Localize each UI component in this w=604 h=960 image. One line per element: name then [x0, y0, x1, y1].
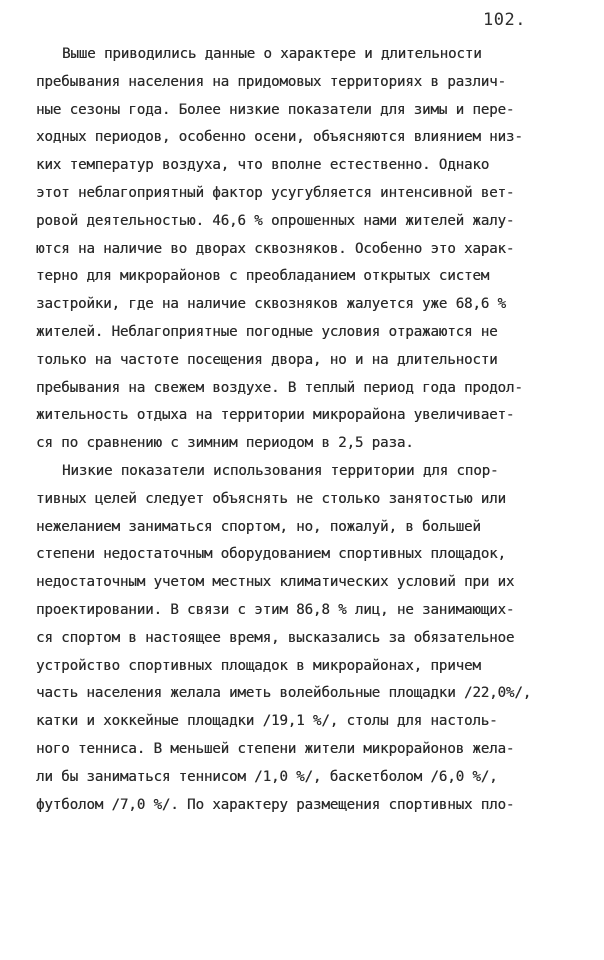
- text-line: ходных периодов, особенно осени, объясняются влиянием низ-: [36, 129, 523, 146]
- text-line: ли бы заниматься теннисом /1,0 %/, баскетболом /6,0 %/,: [36, 768, 498, 785]
- text-line: ются на наличие во дворах сквозняков. Особенно это харак-: [36, 240, 515, 257]
- paragraph-2: [36, 458, 582, 819]
- text-line: ные сезоны года. Более низкие показатели для зимы и пере-: [36, 101, 515, 118]
- text-line: только на частоте посещения двора, но и на длительности: [36, 351, 498, 368]
- text-line: жителей. Неблагоприятные погодные условия отражаются не: [36, 323, 498, 340]
- text-line: недостаточным учетом местных климатических условий при их: [36, 574, 515, 591]
- text-line: проектировании. В связи с этим 86,8 % лиц, не занимающих-: [36, 601, 515, 618]
- text-line: катки и хоккейные площадки /19,1 %/, столы для настоль-: [36, 713, 498, 730]
- text-line: Низкие показатели использования территории для спор-: [62, 463, 499, 479]
- text-line: ного тенниса. В меньшей степени жители микрорайонов жела-: [36, 740, 515, 757]
- text-line: часть населения желала иметь волейбольные площадки /22,0%/,: [36, 685, 532, 702]
- text-line: ся по сравнению с зимним периодом в 2,5 раза.: [36, 435, 414, 452]
- text-line: Выше приводились данные о характере и длительности: [62, 46, 482, 62]
- text-line: пребывания на свежем воздухе. В теплый период года продол-: [36, 379, 523, 396]
- page-number: 102.: [483, 10, 526, 30]
- text-line: степени недостаточным оборудованием спортивных площадок,: [36, 546, 506, 563]
- text-line: ких температур воздуха, что вполне естественно. Однако: [36, 157, 490, 174]
- text-line: пребывания населения на придомовых территориях в различ-: [36, 73, 506, 90]
- text-line: жительность отдыха на территории микрорайона увеличивает-: [36, 407, 515, 424]
- text-line: этот неблагоприятный фактор усугубляется интенсивной вет-: [36, 184, 515, 201]
- paragraph-1: [36, 41, 582, 458]
- text-line: ся спортом в настоящее время, высказались за обязательное: [36, 629, 515, 646]
- text-line: тивных целей следует объяснять не столько занятостью или: [36, 490, 506, 507]
- text-line: нежеланием заниматься спортом, но, пожалуй, в большей: [36, 518, 481, 535]
- text-line: футболом /7,0 %/. По характеру размещения спортивных пло-: [36, 796, 515, 813]
- text-line: терно для микрорайонов с преобладанием открытых систем: [36, 268, 490, 285]
- text-line: застройки, где на наличие сквозняков жалуется уже 68,6 %: [36, 296, 506, 313]
- text-line: ровой деятельностью. 46,6 % опрошенных нами жителей жалу-: [36, 212, 515, 229]
- text-line: устройство спортивных площадок в микрорайонах, причем: [36, 657, 481, 674]
